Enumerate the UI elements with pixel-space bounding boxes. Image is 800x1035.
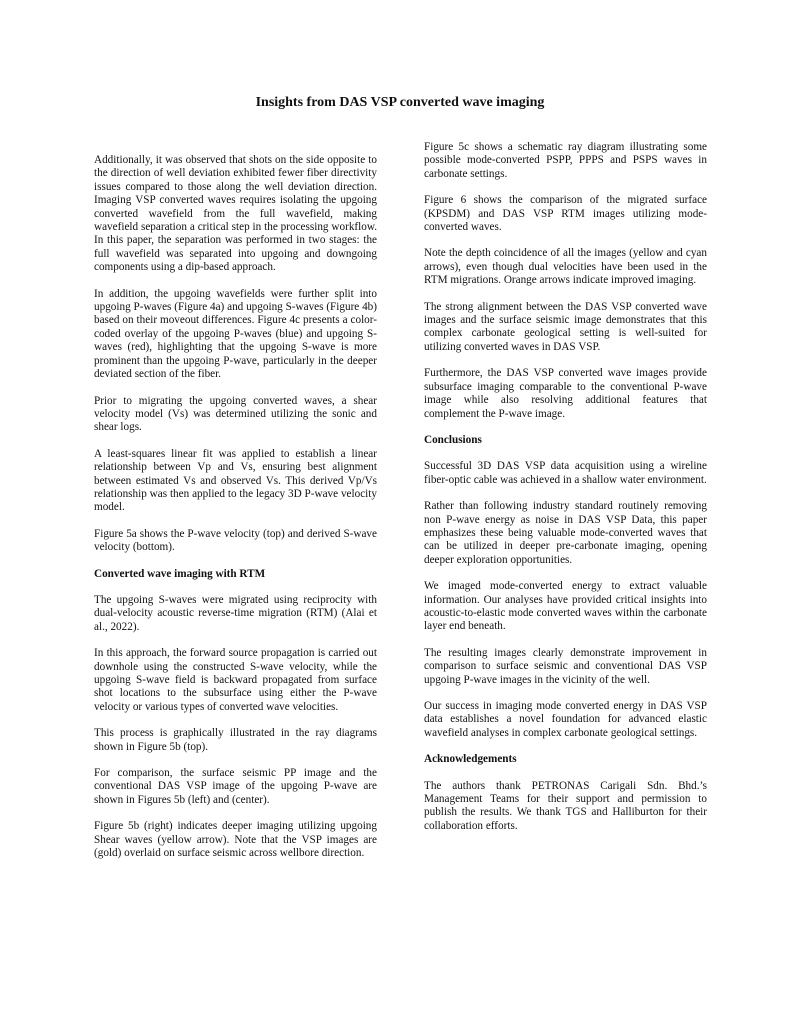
paragraph: This process is graphically illustrated in the ray diagrams shown in Figure 5b (top). xyxy=(94,727,377,753)
right-column xyxy=(424,141,707,846)
paragraph: The upgoing S-waves were migrated using reciprocity with dual-velocity acoustic reverse-time migration (RTM) (Alai et al., 2022). xyxy=(94,593,377,633)
paragraph: In this approach, the forward source propagation is carried out downhole using the constructed S-wave velocity, while the upgoing S-wave field is backward propagated from surface shot locations to the subsurface using either the P-wave velocity or various types of converted wave velocities. xyxy=(94,647,377,713)
paragraph: A least-squares linear fit was applied to establish a linear relationship between Vp and Vs, ensuring best alignment between estimated Vs and observed Vs. This derived Vp/Vs relationship was then applied to the legacy 3D P-wave velocity model. xyxy=(94,447,377,514)
paragraph: Note the depth coincidence of all the images (yellow and cyan arrows), even though dual velocities have been used in the RTM migrations. Orange arrows indicate improved imaging. xyxy=(424,247,707,287)
paragraph: Rather than following industry standard routinely removing non P-wave energy as noise in DAS VSP Data, this paper emphasizes these being valuable mode-converted waves that can be utilized in deeper pre-carbonate imaging, opening deeper exploration opportunities. xyxy=(424,500,707,566)
section-heading-converted-wave-imaging: Converted wave imaging with RTM xyxy=(94,567,266,580)
paragraph: We imaged mode-converted energy to extract valuable information. Our analyses have provided critical insights into acoustic-to-elastic mode converted waves within the carbonate layer end beneath. xyxy=(424,580,707,633)
paragraph: Additionally, it was observed that shots on the side opposite to the direction of well deviation exhibited fewer fiber directivity issues compared to those along the well deviation direction. Imaging VSP converted waves requires isolating the upgoing converted wavefield from the full wavefield, making wavefield separation a critical step in the processing workflow. In this paper, the separation was performed in two stages: the full wavefield was separated into upgoing and downgoing components using a dip-based approach. xyxy=(94,154,377,274)
section-heading-acknowledgements: Acknowledgements xyxy=(424,753,517,766)
paragraph: Figure 5c shows a schematic ray diagram illustrating some possible mode-converted PSPP, PPPS and PSPS waves in carbonate settings. xyxy=(424,141,707,180)
paragraph: Prior to migrating the upgoing converted waves, a shear velocity model (Vs) was determined utilizing the sonic and shear logs. xyxy=(94,394,377,434)
paragraph: The resulting images clearly demonstrate improvement in comparison to surface seismic and conventional DAS VSP upgoing P-wave images in the vicinity of the well. xyxy=(424,646,707,686)
paragraph: Successful 3D DAS VSP data acquisition using a wireline fiber-optic cable was achieved in a shallow water environment. xyxy=(424,460,707,486)
left-column xyxy=(94,154,377,873)
paragraph: Figure 5b (right) indicates deeper imaging utilizing upgoing Shear waves (yellow arrow). Note that the VSP images are (gold) overlaid on surface seismic across wellbore direction. xyxy=(94,820,377,860)
page-title: Insights from DAS VSP converted wave imaging xyxy=(255,95,545,110)
section-heading-conclusions: Conclusions xyxy=(424,433,482,446)
paragraph: Our success in imaging mode converted energy in DAS VSP data establishes a novel foundation for advanced elastic wavefield analyses in complex carbonate geological settings. xyxy=(424,700,707,739)
paragraph: Furthermore, the DAS VSP converted wave images provide subsurface imaging comparable to the conventional P-wave image while also resolving additional features that complement the P-wave image. xyxy=(424,367,707,420)
paragraph: Figure 5a shows the P-wave velocity (top) and derived S-wave velocity (bottom). xyxy=(94,527,377,554)
paragraph: The authors thank PETRONAS Carigali Sdn. Bhd.’s Management Teams for their support and permission to publish the results. We thank TGS and Halliburton for their collaboration efforts. xyxy=(424,779,707,832)
paragraph: The strong alignment between the DAS VSP converted wave images and the surface seismic image demonstrates that this complex carbonate geological setting is well-suited for utilizing converted waves in DAS VSP. xyxy=(424,300,707,353)
paragraph: For comparison, the surface seismic PP image and the conventional DAS VSP image of the upgoing P-wave are shown in Figures 5b (left) and (center). xyxy=(94,767,377,806)
paragraph: Figure 6 shows the comparison of the migrated surface (KPSDM) and DAS VSP RTM images utilizing mode-converted waves. xyxy=(424,194,707,234)
paragraph: In addition, the upgoing wavefields were further split into upgoing P-waves (Figure 4a) and upgoing S-waves (Figure 4b) based on their moveout differences. Figure 4c presents a color-coded overlay of the upgoing P-waves (blue) and upgoing S-waves (red), highlighting that the upgoing S-wave is more prominent than the upgoing P-wave, particularly in the deeper deviated section of the fiber. xyxy=(94,287,377,381)
